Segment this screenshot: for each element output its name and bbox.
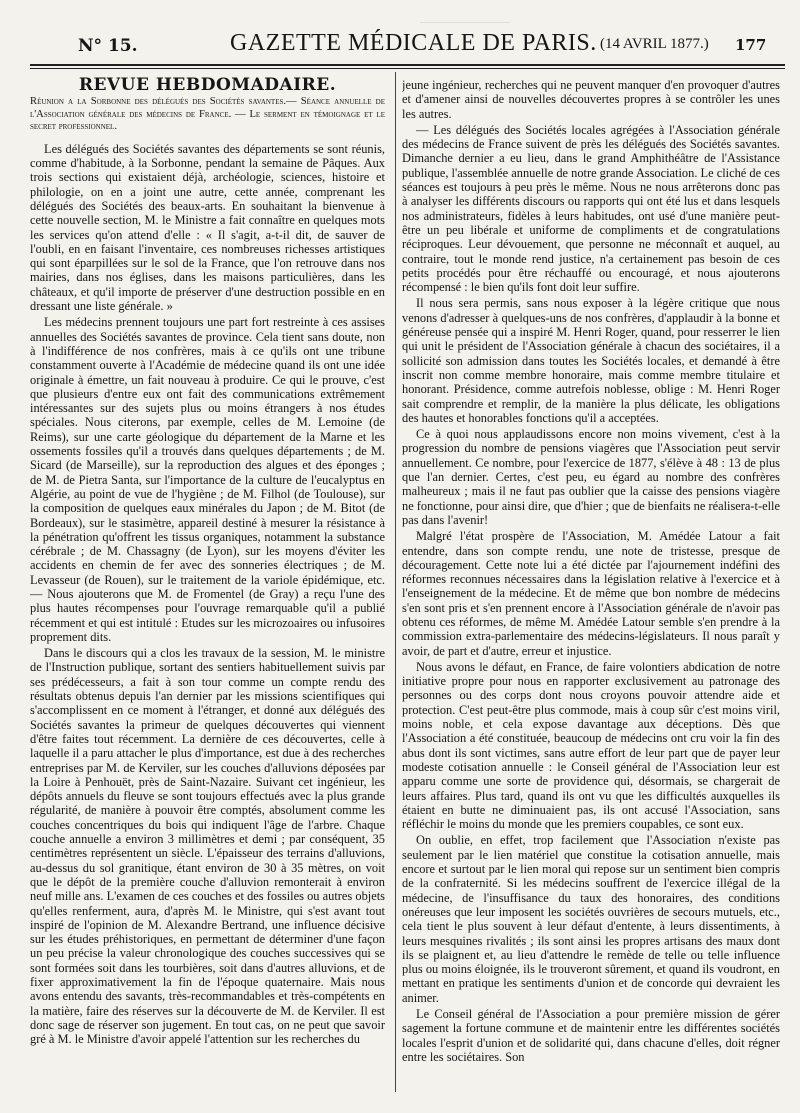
header-rule — [30, 64, 785, 66]
left-column — [30, 70, 385, 1110]
paragraph: Les médecins prennent toujours une part fort restreinte à ces assises annuelles des Sociétés savantes de province. Cela tient sans doute, non à l'indifférence de nos confrères, mais à ce qu'ils ont une tribune constamment ouverte à l'Académie de médecine quand ils ont une idée originale à émettre, un fait nouveau à produire. Ce qui le prouve, c'est que plusieurs d'entre eux ont fait des communications extrêmement intéressantes sur des sujets plus ou moins étrangers à nos études spéciales. Nous citerons, par exemple, celles de M. Lemoine (de Reims), sur une carte géologique du département de la Marne et les ossements fossiles qu'il a trouvés dans quelques départements ; de M. Sicard (de Marseille), sur la reproduction des algues et des éponges ; de M. de Pietra Santa, sur l'importance de la culture de l'eucalyptus en Algérie, au point de vue de l'hygiène ; de M. Filhol (de Toulouse), sur la composition de quelques eaux minérales du Japon ; de M. Bitot (de Bordeaux), sur le stasimètre, appareil destiné à mesurer la résistance à la pénétration qu'offrent les tissus organiques, notamment la substance cérébrale ; de M. Chassagny (de Lyon), sur les moyens d'éviter les accidents en chemin de fer avec des sonneries électriques ; de M. Levasseur (de Rouen), sur le traitement de la variole épidémique, etc. — Nous ajouterons que M. de Fromentel (de Gray) a reçu l'une des plus hautes récompenses pour l'ouvrage remarquable qu'il a publié récemment et qui est intitulé : Etudes sur les microzoaires ou infusoires proprement dits. — [30, 315, 385, 644]
section-title: REVUE HEBDOMADAIRE. — [78, 75, 337, 95]
paragraph: Dans le discours qui a clos les travaux de la session, M. le ministre de l'Instruction publique, sortant des sentiers habituellement suivis par ses prédécesseurs, a fait à son tour comme un compte rendu des résultats obtenus depuis l'an dernier par les missions scientifiques qui s'accomplissent en ce moment à l'étranger, et donné aux délégués des Sociétés savantes la primeur de quelques découvertes qui viennent d'être faites tout récemment. La dernière de ces découvertes, celle à laquelle il a paru attacher le plus d'importance, est due à des recherches entreprises par M. de Kerviler, sur les couches d'alluvions déposées par la Loire à Penhouët, près de Saint-Nazaire. Suivant cet ingénieur, les dépôts annuels du fleuve se sont toujours effectués avec la plus grande régularité, de manière à pouvoir être comptés, absolument comme les couches concentriques du bois qui indiquent l'âge de l'arbre. Chaque couche annuelle a environ 3 millimètres et demi ; par conséquent, 35 centimètres représentent un siècle. L'épaisseur des terrains d'alluvions, au-dessus du sol granitique, étant environ de 30 à 35 mètres, on voit que le dépôt de la première couche d'alluvion remonterait à environ neuf mille ans. L'examen de ces couches et des fossiles ou autres objets qu'elles renferment, aura, d'après M. le Ministre, qui s'est avant tout inspiré de l'opinion de M. Alexandre Bertrand, une influence décisive sur les études préhistoriques, en permettant de déterminer d'une façon un peu précise la valeur chronologique des couches successives qui se sont formées soit dans les tourbières, soit dans d'autres alluvions, et de fixer approximativement la fin de l'époque quaternaire. Mais nous avons entendu des savants, très-recommandables et très-compétents en la matière, faire des réserves sur la découverte de M. de Kerviler. Il est donc sage de réserver son jugement. En tout cas, on ne peut que savoir gré à M. le Ministre d'avoir appelé l'attention sur les recherches du — [30, 646, 385, 1047]
column-divider — [395, 72, 396, 1092]
issue-date: (14 AVRIL 1877.) — [600, 36, 709, 52]
paragraph: Malgré l'état prospère de l'Association, M. Amédée Latour a fait entendre, dans son compte rendu, une note de tristesse, presque de découragement. Cette note lui a été dictée par l'ajournement indéfini des réformes reconnues nécessaires dans la législation relative à l'exercice et à l'enseignement de la médecine. Et de même que bon nombre de médecins s'en sont pris et s'en prennent encore à l'Association générale de n'avoir pas obtenu ces réformes, de même M. Amédée Latour semble s'en prendre à la commission extra-parlementaire des médecins-législateurs. Il nous paraît y avoir, de part et d'autre, erreur et injustice. — [402, 529, 780, 658]
paragraph: Les délégués des Sociétés savantes des départements se sont réunis, comme d'habitude, à la Sorbonne, pendant la semaine de Pâques. Aux trois sections qui existaient déjà, archéologie, sciences, histoire et philologie, on en a joint une autre, cette année, comprenant les délégués des Sociétés des beaux-arts. En souhaitant la bienvenue à cette nouvelle section, M. le Ministre a fait connaître en quelques mots les services qu'on attend d'elle : « Il s'agit, a-t-il dit, de sauver de l'oubli, en en faisant l'inventaire, ces nombreuses richesses artistiques qui sont éparpillées sur le sol de la France, que l'on retrouve dans nos mairies, dans nos églises, dans les maisons particulières, dans les châteaux, et qu'il importe de préserver d'une destruction possible en en dressant une liste générale. » — [30, 141, 385, 314]
paragraph: Il nous sera permis, sans nous exposer à la légère critique que nous venons d'adresser à quelques-uns de nos confrères, d'applaudir à la bonne et généreuse pensée qui a inspiré M. Henri Roger, quand, pour resserrer le lien qui unit le président de l'Association générale à chacun des sociétaires, il a sollicité son admission dans toutes les Sociétés locales, et demandé à être inscrit non comme membre honoraire, mais comme membre titulaire et honorant. Présidence, comme autrefois noblesse, oblige : M. Henri Roger sait comprendre et remplir, de la manière la plus délicate, les obligations des hautes et honorables fonctions qu'il a acceptées. — [402, 296, 780, 425]
paragraph: Nous avons le défaut, en France, de faire volontiers abdication de notre initiative propre pour nous en rapporter exclusivement au patronage des personnes ou des corps dont nous croyons pouvoir attendre aide et protection. C'est peut-être plus commode, mais à coup sûr c'est moins viril, moins noble, et cela expose davantage aux déceptions. Dès que l'Association a été constituée, beaucoup de médecins ont cru voir la fin des abus dont ils sont victimes, sans autre effort de leur part que de payer leur modeste cotisation annuelle : le Conseil général de l'Association leur est apparu comme une sorte de providence qui, désormais, se chargerait de leurs affaires. Plus tard, quand ils ont vu que les difficultés auxquelles ils étaient en butte ne diminuaient pas, ils ont accusé l'Association, sans réfléchir le moins du monde que les premiers coupables, ce sont eux. — [402, 659, 780, 832]
header-rule-thin — [30, 68, 785, 69]
article-summary: Réunion a la Sorbonne des délégués des Sociétés savantes.— Séance annuelle de l'Association générale des médecins de France. — Le serment en témoignage et le secret professionnel. — [30, 96, 385, 133]
page-header — [0, 0, 800, 64]
paragraph: — Les délégués des Sociétés locales agrégées à l'Association générale des médecins de France suivent de près les délégués des Sociétés savantes. Dimanche dernier a eu lieu, dans le grand Amphithéâtre de l'Assistance publique, l'assemblée annuelle de notre grande Association. Le cliché de ces séances est toujours à peu près le même. Nous ne nous arrêterons donc pas à analyser les différents discours ou rapports qui ont été lus et dans lesquels nos administrateurs, fidèles à leurs habitudes, ont usé d'une manière peut-être un peu libérale et uniforme de compliments et de congratulations réciproques. Leur dévouement, que personne ne méconnaît et auquel, au contraire, tout le monde rend justice, n'a certainement pas besoin de ces petits procédés pour être réchauffé ou encouragé, et nous ajouterons récompensé : le bien qu'ils font doit leur suffire. — [402, 122, 780, 295]
issue-number: N° 15. — [78, 36, 138, 56]
paragraph: On oublie, en effet, trop facilement que l'Association n'existe pas seulement par le lien matériel que constitue la cotisation annuelle, mais encore et surtout par le lien moral qui repose sur un sentiment bien compris de la confraternité. Si les médecins souffrent de l'exercice illégal de la médecine, de l'insuffisance du taux des honoraires, des conditions onéreuses que leur imposent les sociétés ouvrières de secours mutuels, etc., cela tient le plus souvent à leur défaut d'entente, à leurs dissentiments, à leurs mesquines rivalités ; ils sont ainsi les propres artisans des maux dont ils se plaignent et, au lieu d'attendre le remède de telle ou telle influence plus ou moins éloignée, ils le trouveront sûrement, et quand ils voudront, en mettant en pratique les sentiments d'union et de concorde qui devraient les animer. — [402, 833, 780, 1005]
page-number: 177 — [735, 36, 767, 54]
right-column — [402, 78, 780, 1108]
paragraph: Le Conseil général de l'Association a pour première mission de gérer sagement la fortune commune et de maintenir entre les différentes sociétés locales l'esprit d'union et de solidarité qui, dans chacune d'elles, doit régner entre les sociétaires. Son — [402, 1007, 780, 1064]
paragraph: Ce à quoi nous applaudissons encore non moins vivement, c'est à la progression du nombre de pensions viagères que l'Association peut servir annuellement. Ce nombre, pour l'exercice de 1877, s'élève à 48 : 13 de plus que l'an dernier. Certes, c'est peu, eu égard au nombre des confrères malheureux ; mais il ne faut pas oublier que la caisse des pensions viagère ne fonctionne, pour ainsi dire, que d'hier ; que de bienfaits ne réalisera-t-elle pas dans l'avenir! — [402, 427, 780, 527]
paragraph-continued: jeune ingénieur, recherches qui ne peuvent manquer d'en provoquer d'autres et d'amener ainsi de nouvelles découvertes propres à se contrôler les unes les autres. — [402, 78, 780, 121]
journal-title: GAZETTE MÉDICALE DE PARIS. — [230, 30, 597, 56]
